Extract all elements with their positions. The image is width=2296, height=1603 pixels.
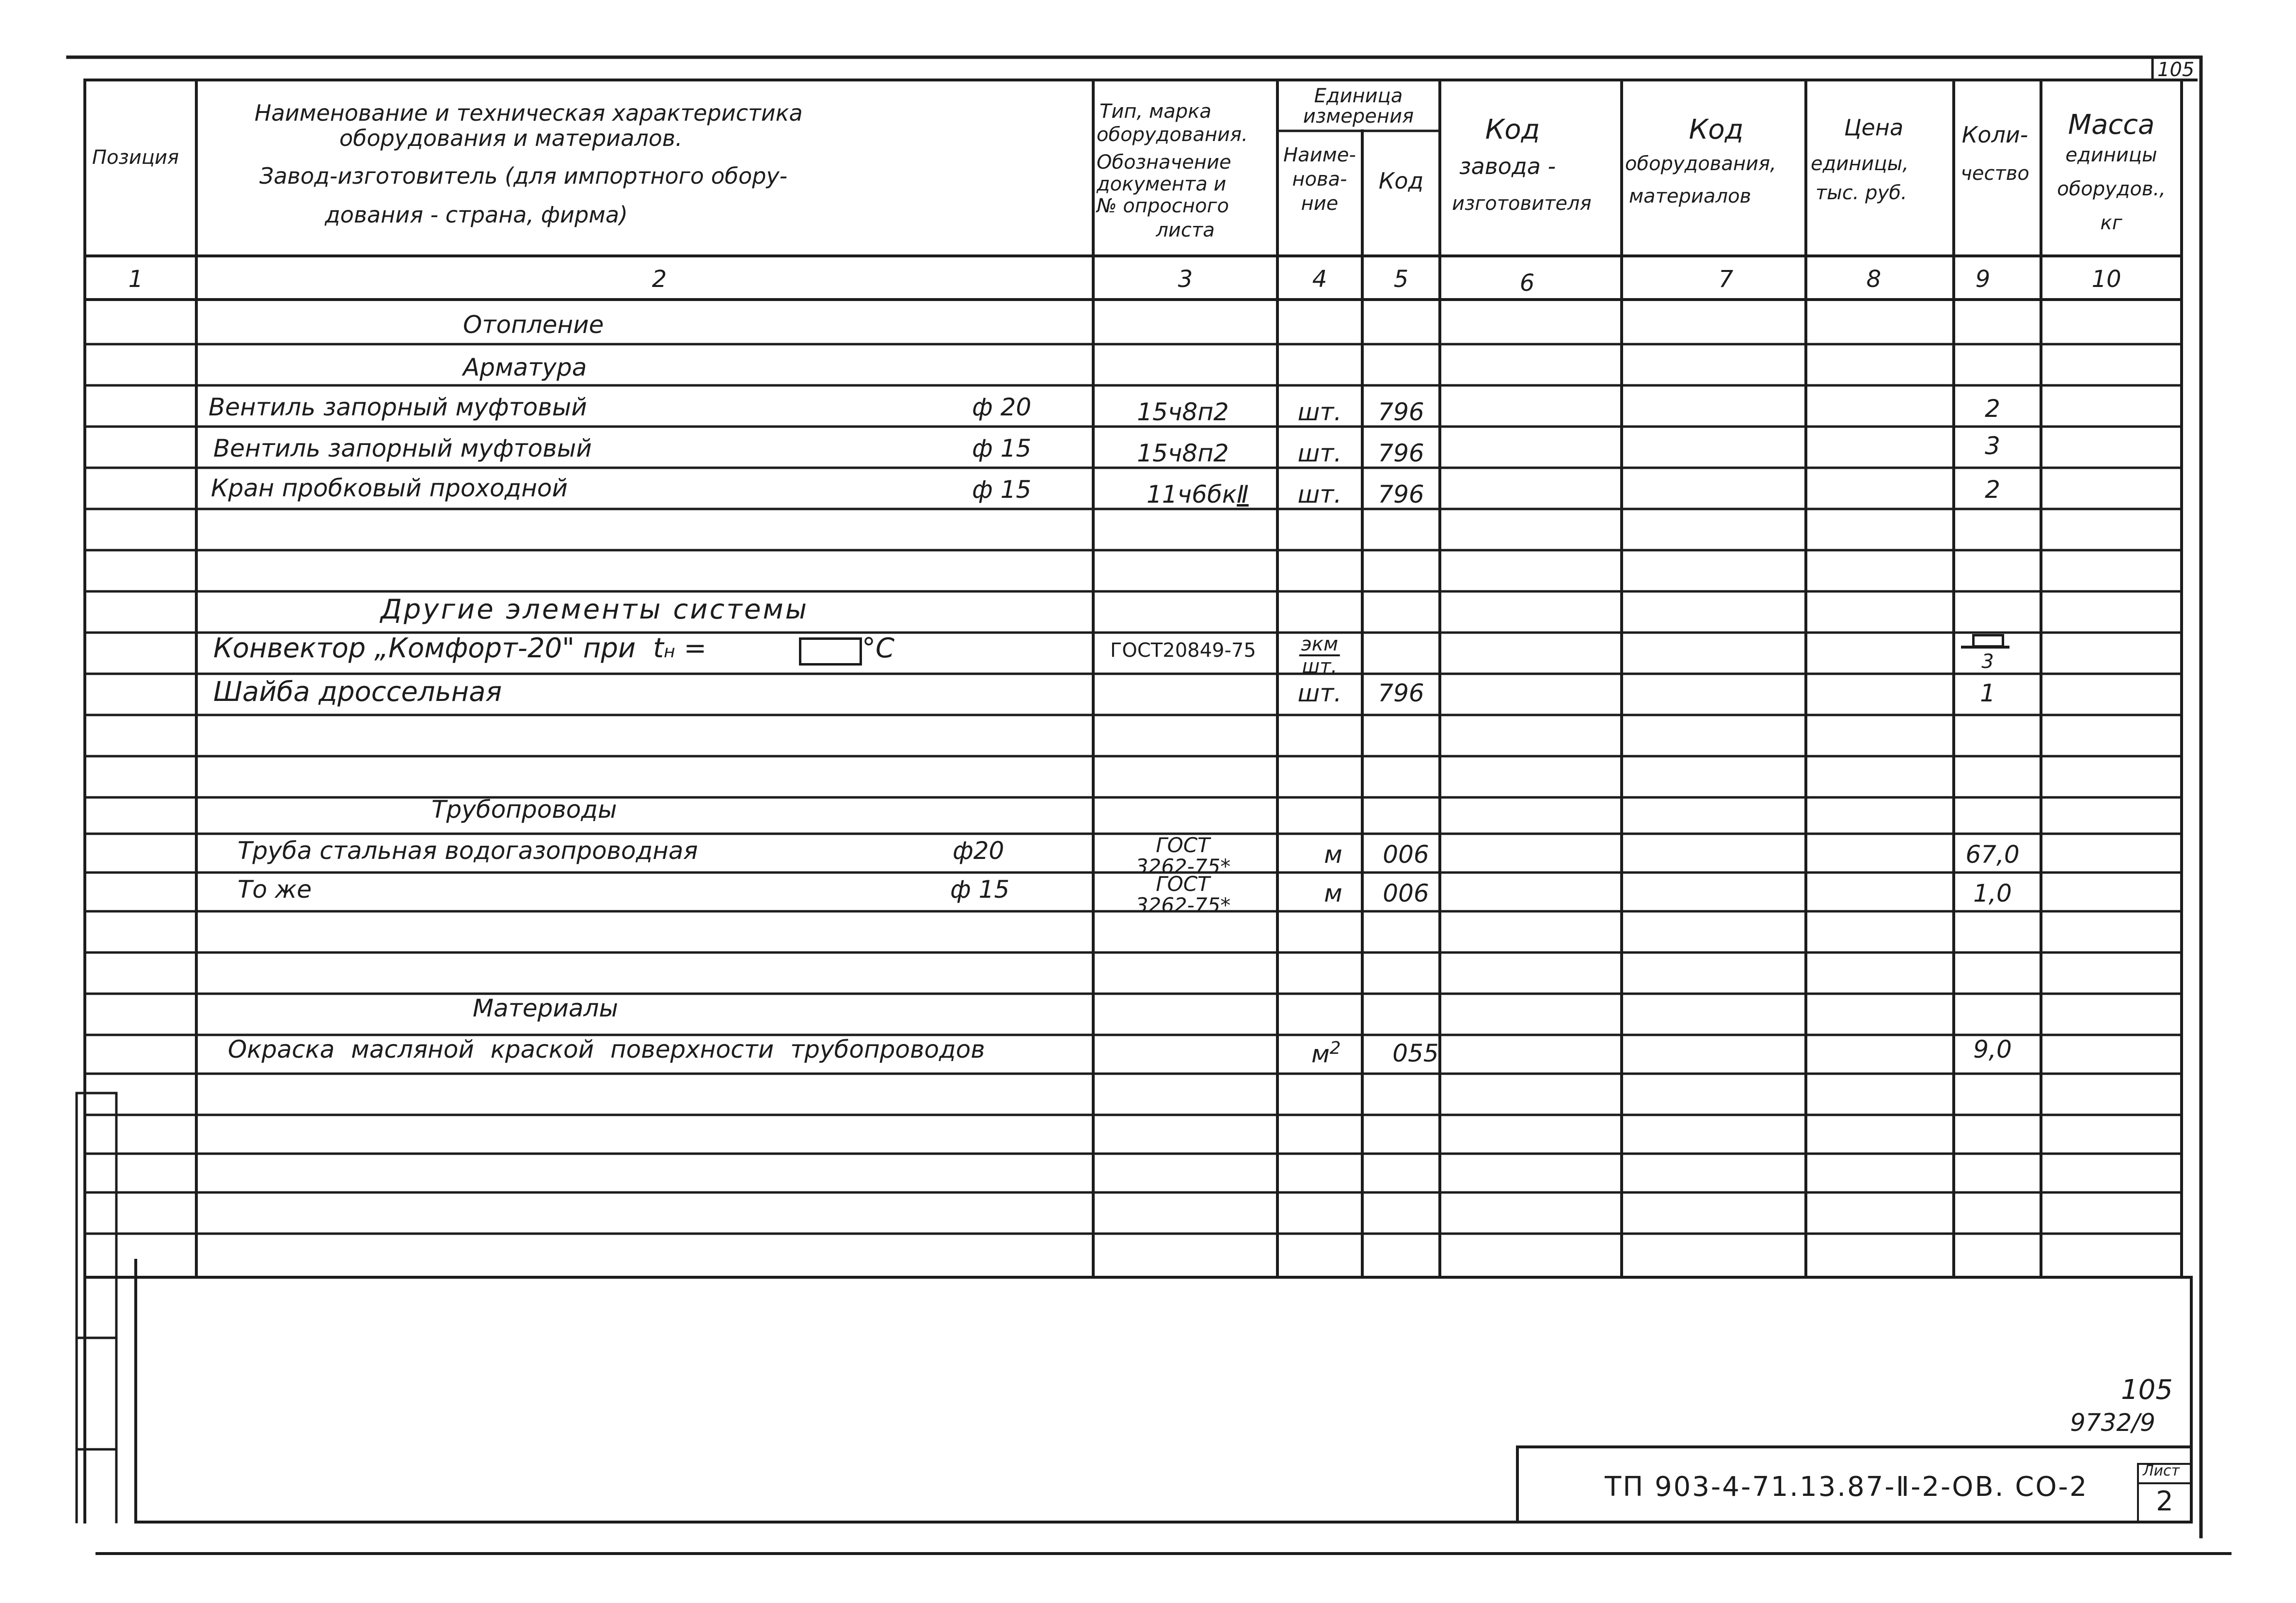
- header-quantity-line1: Коли-: [1961, 122, 2028, 148]
- header-mass-line3: оборудов.,: [2057, 178, 2166, 200]
- header-factory-code-line3: изготовителя: [1452, 192, 1592, 215]
- item-quantity: 1,0: [1973, 879, 2012, 907]
- header-equipment-code-line3: материалов: [1629, 185, 1752, 207]
- header-type-line3: Обозначение: [1097, 151, 1231, 174]
- item-unit-code: 796: [1378, 480, 1424, 508]
- column-number: 6: [1519, 270, 1535, 297]
- item-type: ГОСТ 3262-75*: [1135, 833, 1231, 879]
- item-quantity: 3: [1981, 651, 1994, 673]
- header-mass-line1: Масса: [2068, 109, 2155, 141]
- header-quantity-line2: чество: [1961, 162, 2029, 185]
- header-type-line1: Тип, марка: [1100, 100, 1212, 123]
- archive-number: 9732/9: [2070, 1409, 2155, 1437]
- column-number: 1: [128, 266, 144, 293]
- header-name-line1: Наименование и техническая характеристика: [255, 100, 803, 126]
- sheet-label: Лист: [2143, 1462, 2180, 1479]
- header-price-line3: тыс. руб.: [1816, 182, 1907, 204]
- temperature-blank-box: [799, 637, 862, 666]
- item-quantity: 67,0: [1965, 841, 2020, 869]
- item-diameter: ф20: [953, 837, 1004, 865]
- item-type: 15ч8п2: [1137, 439, 1229, 467]
- item-diameter: ф 15: [972, 476, 1032, 504]
- item-type: 15ч8п2: [1137, 398, 1229, 426]
- column-number: 10: [2091, 266, 2121, 293]
- quantity-box-icon: [1972, 634, 2004, 648]
- header-type-line5: № опросного: [1097, 195, 1229, 217]
- item-name: Шайба дроссельная: [213, 676, 502, 708]
- header-price-line1: Цена: [1844, 114, 1904, 141]
- document-designation: ТП 903-4-71.13.87-Ⅱ-2-ОВ. СО-2: [1605, 1471, 2089, 1503]
- item-name: Вентиль запорный муфтовый: [213, 434, 592, 462]
- header-unit-group-line1: Единица: [1314, 85, 1403, 107]
- header-unit-name-line3: ние: [1301, 192, 1339, 215]
- section-heading: Арматура: [463, 353, 587, 381]
- item-unit: м: [1324, 841, 1342, 869]
- item-name: То же: [238, 875, 312, 904]
- header-position: Позиция: [92, 146, 179, 169]
- item-unit: шт.: [1297, 679, 1342, 707]
- item-quantity: 9,0: [1973, 1035, 2012, 1063]
- column-number: 2: [652, 266, 667, 293]
- header-unit-name-line1: Наиме-: [1283, 144, 1356, 166]
- header-unit-name-line2: нова-: [1292, 168, 1347, 190]
- item-unit: $м^2$: [1311, 1038, 1341, 1068]
- section-heading: Отопление: [463, 311, 604, 339]
- temperature-unit: °С: [862, 633, 895, 664]
- item-unit-code: 006: [1383, 841, 1429, 869]
- header-type-line2: оборудования.: [1097, 124, 1248, 146]
- stamp-number: 105: [2121, 1374, 2173, 1406]
- item-unit: м: [1324, 879, 1342, 907]
- item-unit-code: 796: [1378, 398, 1424, 426]
- header-name-line4: дования - страна, фирма): [325, 202, 628, 228]
- item-unit-code: 796: [1378, 679, 1424, 707]
- item-name: Кран пробковый проходной: [211, 474, 568, 502]
- header-factory-code-line2: завода -: [1459, 153, 1556, 179]
- item-diameter: ф 15: [950, 875, 1010, 904]
- header-type-line6: листа: [1156, 219, 1215, 241]
- item-diameter: ф 15: [972, 434, 1032, 462]
- section-heading: Другие элементы системы: [381, 594, 809, 625]
- column-number: 4: [1312, 266, 1327, 293]
- item-name: Окраска масляной краской поверхности трубопроводов: [228, 1035, 985, 1063]
- item-quantity: 1: [1980, 679, 1995, 707]
- item-unit-code: 006: [1383, 879, 1429, 907]
- item-quantity: 2: [1985, 476, 2000, 504]
- item-unit-code: 055: [1392, 1039, 1439, 1067]
- column-number: 3: [1178, 266, 1193, 293]
- header-unit-code: Код: [1378, 168, 1424, 194]
- item-diameter: ф 20: [972, 393, 1032, 421]
- header-price-line2: единицы,: [1811, 153, 1909, 175]
- item-quantity: 2: [1985, 395, 2000, 423]
- header-name-line3: Завод-изготовитель (для импортного обору-: [259, 163, 788, 189]
- item-unit: шт.: [1297, 480, 1342, 508]
- item-name: Конвектор „Комфорт-20" при tн =: [213, 633, 707, 664]
- header-equipment-code-line1: Код: [1689, 114, 1744, 145]
- item-quantity: 3: [1985, 432, 2000, 460]
- header-equipment-code-line2: оборудования,: [1625, 153, 1776, 175]
- header-name-line2: оборудования и материалов.: [339, 125, 683, 151]
- header-mass-line2: единицы: [2065, 144, 2157, 166]
- item-name: Труба стальная водогазопроводная: [238, 837, 698, 865]
- item-unit: шт.: [1297, 398, 1342, 426]
- column-number: 5: [1393, 266, 1409, 293]
- item-unit: шт.: [1297, 439, 1342, 467]
- corner-sheet-number: 105: [2157, 59, 2195, 81]
- item-type: 11ч6бкⅡ: [1147, 480, 1249, 508]
- item-unit-code: 796: [1378, 439, 1424, 467]
- header-type-line4: документа и: [1097, 173, 1227, 195]
- item-type: ГОСТ20849-75: [1110, 639, 1256, 662]
- header-unit-group-line2: измерения: [1303, 105, 1414, 127]
- column-number: 9: [1975, 266, 1991, 293]
- column-number: 8: [1866, 266, 1881, 293]
- header-factory-code-line1: Код: [1485, 114, 1540, 145]
- item-name: Вентиль запорный муфтовый: [208, 393, 587, 421]
- item-type: ГОСТ 3262-75*: [1135, 872, 1231, 918]
- column-number: 7: [1718, 266, 1734, 293]
- header-mass-line4: кг: [2100, 212, 2122, 234]
- item-unit: экм шт.: [1299, 634, 1340, 677]
- sheet-number: 2: [2156, 1486, 2173, 1517]
- section-heading: Трубопроводы: [431, 795, 617, 824]
- section-heading: Материалы: [473, 994, 618, 1022]
